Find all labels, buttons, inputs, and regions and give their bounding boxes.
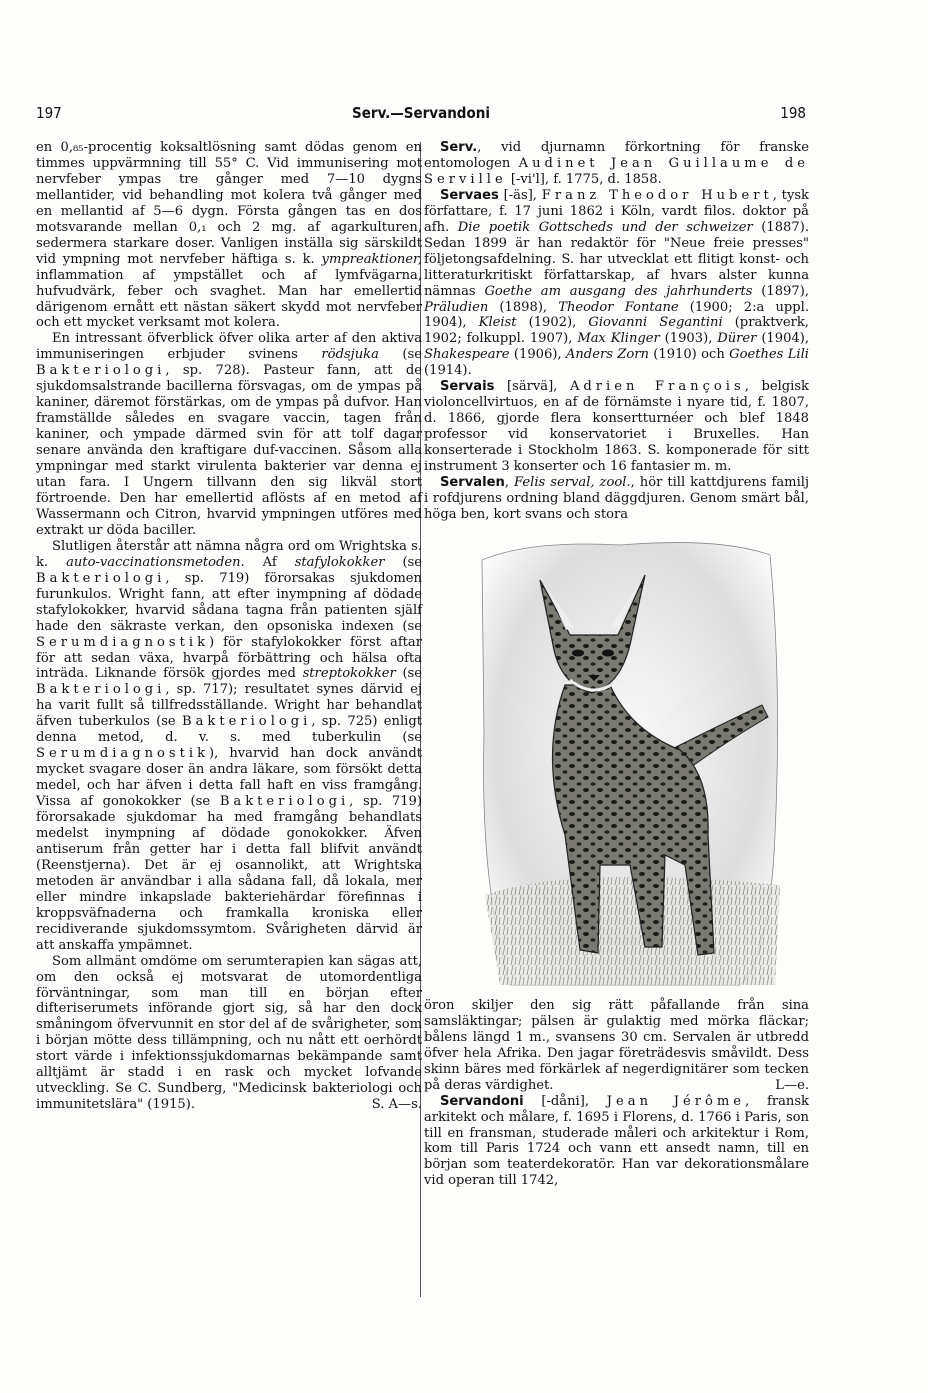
left-column — [36, 140, 422, 1113]
signature: L—e. — [775, 1077, 809, 1093]
entry-servais: Servais [särvä], Adrien François, belgisk violoncellvirtuos, en af de förnämste i nyare tid, f. 1807, d. 1866, gjorde flera konsertturnéer och blef 1848 professor vid konservatoriet i Bruxelles. Han konserterade i Stockholm 1863. S. komponerade för sitt instrument 3 konserter och 16 fantasier m. m. — [424, 379, 809, 475]
paragraph: Som allmänt omdöme om serumterapien kan sägas att, om den också ej motsvarat de utomordentliga förväntningar, som man till en början efter difteriserumets införande gjort sig, så har den dock småningom öfvervunnit en stor del af de svårigheter, som i början mötte dess tillämpning, och nu nått ett oerhördt stort värde i infektionssjukdomarnas bekämpande samt alltjämt är stadd i en rask och mycket lofvande utveckling. Se C. Sundberg, "Medicinsk bakteriologi och immunitetslära" (1915). S. A—s. — [36, 953, 422, 1113]
entry-serv: Serv., vid djurnamn förkortning för franske entomologen Audinet Jean Guillaume de Serville [-vi'l], f. 1775, d. 1858. — [424, 140, 809, 187]
page-number-left: 197 — [36, 104, 62, 122]
running-title: Serv.—Servandoni — [352, 104, 490, 122]
right-column — [424, 140, 809, 1189]
paragraph: Slutligen återstår att nämna några ord om Wrightska s. k. auto-vaccinationsmetoden. Af stafylokokker (se Bakteriologi, sp. 719) förorsakas sjukdomen furunkulos. Wright fann, att efter inympning af dödade stafylokokker, hvarvid sådana tagna från patienten själf hade den säkraste verkan, den opsoniska indexen (se Serumdiagnostik) för stafylokokker först aftar för att sedan växa, hvarpå förbättring och hälsa ofta inträda. Liknande försök gjordes med streptokokker (se Bakteriologi, sp. 717); resultatet synes därvid ej ha varit fullt så tillfredsställande. Wright har behandlat äfven tuberkulos (se Bakteriologi, sp. 725) enligt denna metod, d. v. s. med tuberkulin (se Serumdiagnostik), hvarvid han dock användt mycket svagare doser än andra läkare, som försökt detta medel, och har äfven i detta fall haft en viss framgång. Vissa af gonokokker (se Bakteriologi, sp. 719) förorsakade sjukdomar ha med framgång behandlats medelst inympning af dödade gonokokker. Äfven antiserum från getter har i detta fall blifvit användt (Reenstjerna). Det är ej osannolikt, att Wrightska metoden är användbar i alla sådana fall, då lokala, mer eller mindre inkapslade bakteriehärdar förefinnas i kroppsväfnaderna och framkalla kroniska eller recidiverande sjukdomssymtom. Svårigheten därvid är att anskaffa ympämnet. — [36, 538, 423, 953]
serval-cat-icon — [470, 535, 785, 990]
serval-cat-illustration — [470, 535, 785, 990]
paragraph: öron skiljer den sig rätt påfallande från sina samsläktingar; pälsen är gulaktig med mörka fläckar; bålens längd 1 m., svansens 30 cm. Servalen är utbredd öfver hela Afrika. Den jagar företrädesvis småvildt. Dess skinn bäres med förkärlek af negerdignitärer som tecken på deras värdighet. L—e. — [424, 997, 809, 1093]
paragraph: en 0,₈₅-procentig koksaltlösning samt dödas genom en timmes uppvärmning till 55° C. Vid immunisering mot nervfeber ympas tre gånger med 7—10 dygns mellantider, vid behandling mot kolera två gånger med en mellantid af 5—6 dygn. Första gången tas en dos motsvarande mellan 0,₁ och 2 mg. af agarkulturen, sedermera starkare doser. Vanligen inställa sig särskildt vid ympning mot nervfeber häftiga s. k. ympreaktioner, inflammation af ympstället och af lymfvägarna, hufvudvärk, feber och svaghet. Man har emellertid därigenom ernått ett nästan säkert skydd mot nervfeber och ett mycket verksamt mot kolera. — [36, 140, 422, 331]
entry-servaes: Servaes [-äs], Franz Theodor Hubert, tysk författare, f. 17 juni 1862 i Köln, vardt filos. doktor på afh. Die poetik Gottscheds und der schweizer (1887). Sedan 1899 är han redaktör för "Neue freie presses" följetongsafdelning. S. har utvecklat ett flitigt konst- och litteraturkritiskt författarskap, af hvars alster kunna nämnas Goethe am ausgang des jahrhunderts (1897), Präludien (1898), Theodor Fontane (1900; 2:a uppl. 1904), Kleist (1902), Giovanni Segantini (praktverk, 1902; folkuppl. 1907), Max Klinger (1903), Dürer (1904), Shakespeare (1906), Anders Zorn (1910) och Goethes Lili (1914). — [424, 187, 810, 379]
entry-servandoni: Servandoni [-dåni], Jean Jérôme, fransk arkitekt och målare, f. 1695 i Florens, d. 1766 i Paris, son till en fransman, studerade måleri och arkitektur i Rom, kom till Paris 1724 och vann ett ansedt namn, till en början som teaterdekoratör. Han var dekorationsmålare vid operan till 1742, — [424, 1093, 809, 1189]
paragraph: En intressant öfverblick öfver olika arter af den aktiva immuniseringen erbjuder svinens rödsjuka (se Bakteriologi, sp. 728). Pasteur fann, att de sjukdomsalstrande bacillerna försvagas, om de ympas på kaniner, däremot förstärkas, om de ympas på dufvor. Han framställde således en svagare vaccin, tagen från kaniner, och ympade därmed svin för att tolf dagar senare använda den kraftigare duf-vaccinen. Såsom alla ympningar med starkt virulenta bakterier var denna ej utan fara. I Ungern tillvann den sig likväl stort förtroende. Den har emellertid aflösts af en metod af Wassermann och Citron, hvarvid ympningen utföres med extrakt ur döda baciller. — [36, 331, 422, 538]
entry-servalen: Servalen, Felis serval, zool., hör till kattdjurens familj i rofdjurens ordning bland däggdjuren. Genom smärt bål, höga ben, kort svans och stora — [424, 475, 810, 522]
signature: S. A—s. — [371, 1097, 422, 1113]
page-header — [36, 104, 806, 124]
page-number-right: 198 — [780, 104, 806, 122]
